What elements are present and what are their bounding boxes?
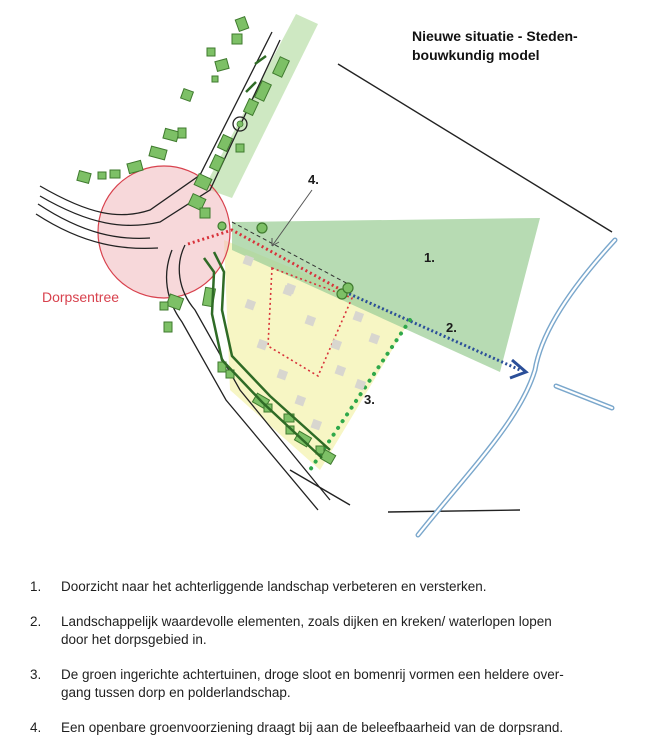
- legend-line: Doorzicht naar het achterliggende landschap verbeteren en versterken.: [61, 579, 487, 594]
- marker-4: 4.: [308, 172, 319, 187]
- legend-text: [61, 613, 621, 649]
- legend-line: door het dorpsgebied in.: [61, 632, 207, 647]
- map-title-line-1: Nieuwe situatie - Steden-: [412, 28, 578, 44]
- legend-text: [61, 666, 621, 702]
- legend-line: De groen ingerichte achtertuinen, droge sloot en bomenrij vormen een heldere over-: [61, 667, 564, 682]
- legend-number: 1.: [30, 579, 42, 594]
- legend-line: gang tussen dorp en polderlandschap.: [61, 685, 291, 700]
- green-corridor-north: [204, 14, 318, 198]
- legend-text: [61, 719, 621, 737]
- marker-1: 1.: [424, 250, 435, 265]
- marker-3: 3.: [364, 392, 375, 407]
- dorpsentree-circle: [98, 166, 230, 298]
- legend-number: 4.: [30, 720, 42, 735]
- legend-number: 2.: [30, 614, 42, 629]
- legend-line: Een openbare groenvoorziening draagt bij aan de beleefbaarheid van de dorpsrand.: [61, 720, 564, 735]
- dorpsentree-label: Dorpsentree: [42, 289, 120, 305]
- legend-line: Landschappelijk waardevolle elementen, zoals dijken en kreken/ waterlopen lopen: [61, 614, 552, 629]
- map-title-line-2: bouwkundig model: [412, 47, 540, 63]
- map-title: [412, 27, 578, 65]
- legend-text: [61, 578, 621, 596]
- legend-number: 3.: [30, 667, 42, 682]
- marker-2: 2.: [446, 320, 457, 335]
